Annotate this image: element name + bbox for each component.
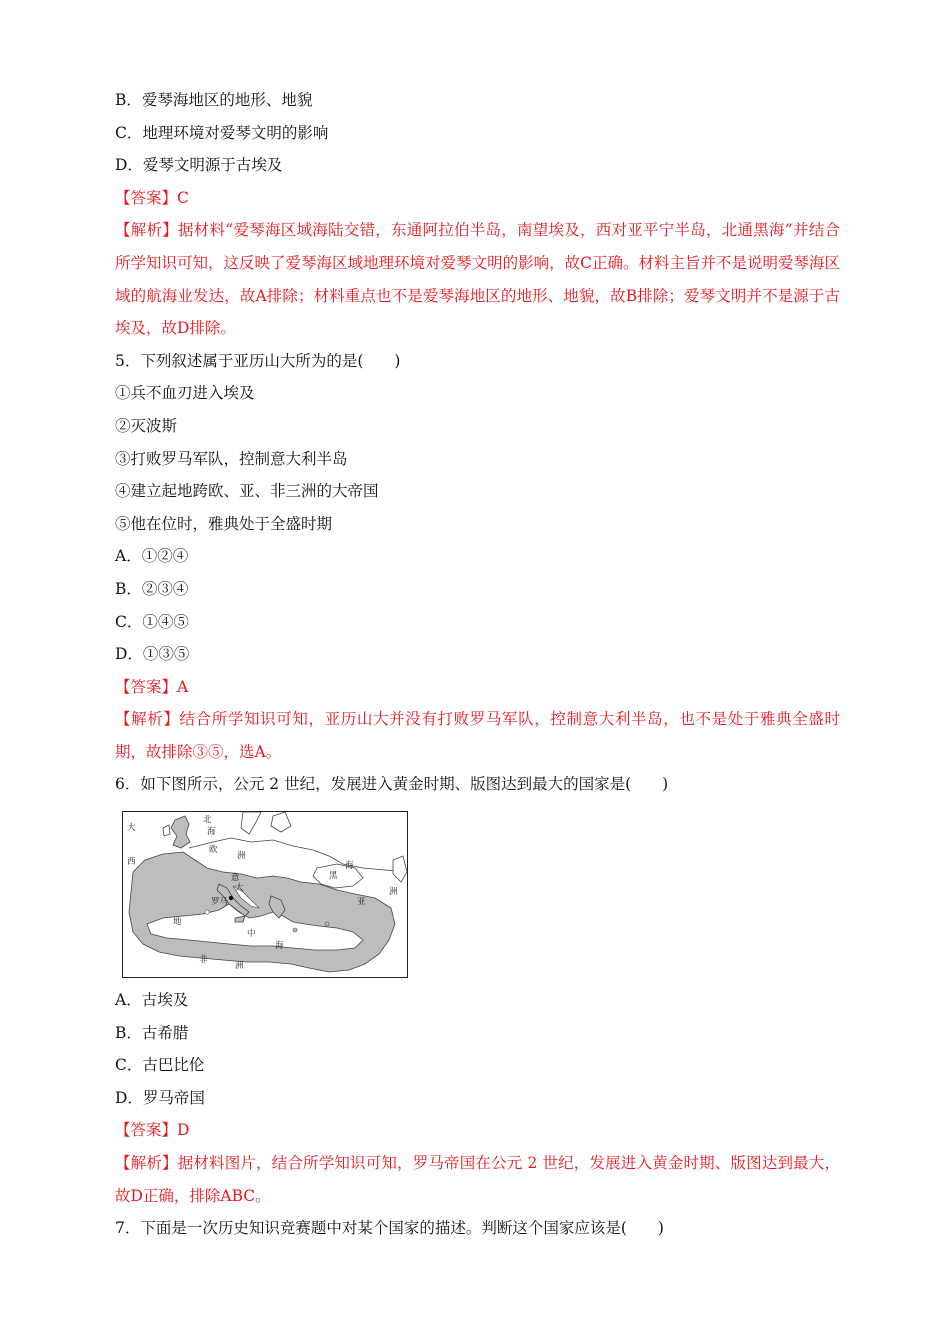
map-label: 罗马: [211, 897, 229, 908]
q6-option-b: B．古希腊: [115, 1023, 189, 1042]
north-coastline: [189, 838, 407, 872]
rome-marker: [229, 896, 233, 900]
map-graphic: [123, 812, 407, 977]
q6-option-a: A．古埃及: [115, 991, 189, 1010]
q5-item-5: ⑤他在位时，雅典处于全盛时期: [115, 514, 333, 533]
scandinavia-shape: [241, 812, 261, 834]
q6-option-c: C．古巴比伦: [115, 1056, 205, 1075]
baltic-land-shape: [271, 812, 291, 832]
map-label: 海: [275, 941, 284, 952]
map-label: 大: [127, 823, 136, 834]
q6-answer: [115, 1114, 840, 1147]
map-label: 亚: [357, 897, 366, 908]
q5-option-a: A．①②④: [115, 547, 189, 566]
answer-text: C: [177, 188, 189, 207]
map-label: 洲: [389, 887, 398, 898]
q4-answer: [115, 182, 840, 215]
q5-stem: 5．下列叙述属于亚历山大所为的是( ): [115, 351, 401, 370]
map-label: 欧: [209, 845, 218, 856]
document-page: [115, 84, 840, 1245]
ireland-shape: [163, 825, 170, 836]
answer-text: A: [177, 677, 189, 696]
analysis-text: 结合所学知识可知，亚历山大并没有打败罗马军队，控制意大利半岛，也不是处于雅典全盛时期，故排除③⑤，选A。: [115, 710, 840, 761]
q5-option-b: B．②③④: [115, 579, 189, 598]
q4-option-d: D．爱琴文明源于古埃及: [115, 156, 283, 175]
q4-option-b: B．爱琴海地区的地形、地貌: [115, 91, 313, 109]
analysis-text: 据材料图片，结合所学知识可知，罗马帝国在公元 2 世纪，发展进入黄金时期、版图达到最大，故D正确，排除ABC。: [115, 1154, 840, 1205]
q6-option-d: D．罗马帝国: [115, 1088, 205, 1107]
analysis-text: 据材料“爱琴海区域海陆交错，东通阿拉伯半岛，南望埃及，西对亚平宁半岛，北通黑海”并结合所学知识可知，这反映了爱琴海区域地理环境对爱琴文明的影响，故C正确。材料主旨并不是说明爱琴海区域的航海业发达，故A排除；材料重点也不是爱琴海地区的地形、地貌，故B排除；爱琴文明并不是源于古埃及，故D排除。: [115, 221, 840, 338]
q4-option-c: C．地理环境对爱琴文明的影响: [115, 123, 329, 142]
answer-tag: 【答案】: [115, 188, 178, 207]
roman-empire-map: [122, 811, 408, 978]
q6-stem: 6．如下图所示，公元 2 世纪，发展进入黄金时期、版图达到最大的国家是( ): [115, 775, 669, 794]
britain-shape: [171, 816, 190, 848]
map-label: 北: [203, 815, 212, 826]
q5-answer: [115, 671, 840, 704]
q4-analysis: [115, 214, 840, 344]
map-label: 黑: [329, 871, 338, 882]
analysis-tag: 【解析】: [115, 1154, 178, 1173]
q7-stem: 7．下面是一次历史知识竞赛题中对某个国家的描述。判断这个国家应该是( ): [115, 1219, 664, 1238]
q5-item-1: ①兵不血刃进入埃及: [115, 384, 255, 403]
analysis-tag: 【解析】: [115, 221, 179, 240]
cyprus-island: [325, 922, 329, 926]
answer-text: D: [177, 1121, 190, 1140]
q5-option-c: C．①④⑤: [115, 612, 189, 631]
sardinia-island: [205, 910, 209, 914]
map-label: 洲: [235, 961, 244, 972]
map-label: 西: [127, 857, 136, 868]
map-label: 海: [207, 827, 216, 838]
analysis-tag: 【解析】: [115, 710, 180, 729]
answer-tag: 【答案】: [115, 677, 178, 696]
map-label: 地: [173, 917, 182, 928]
answer-tag: 【答案】: [115, 1121, 178, 1140]
caspian-sea: [393, 856, 407, 882]
q6-analysis: [115, 1147, 840, 1212]
q5-item-3: ③打败罗马军队，控制意大利半岛: [115, 449, 348, 468]
crete-island: [293, 928, 297, 932]
q5-item-2: ②灭波斯: [115, 416, 178, 435]
q5-option-d: D．①③⑤: [115, 645, 190, 664]
map-label: 意: [231, 873, 240, 884]
q5-item-4: ④建立起地跨欧、亚、非三洲的大帝国: [115, 482, 379, 501]
map-label: 大: [235, 883, 244, 894]
map-label: 洲: [237, 851, 246, 862]
q5-analysis: [115, 703, 840, 768]
map-label: 中: [247, 929, 256, 940]
map-label: 非: [199, 955, 208, 966]
map-label: 海: [345, 861, 354, 872]
